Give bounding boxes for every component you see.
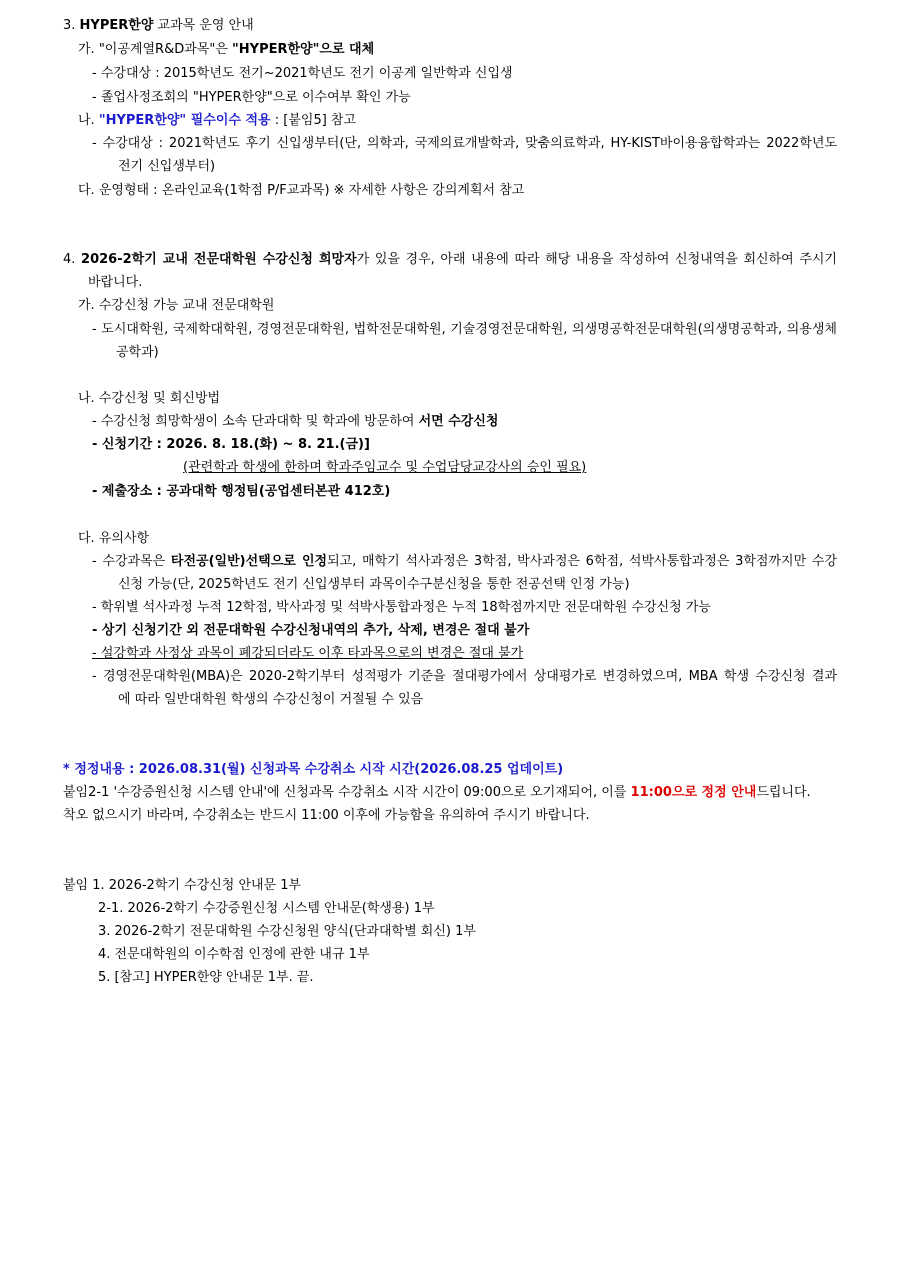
section4-da-item1-line1: - 수강과목은 타전공(일반)선택으로 인정되고, 매학기 석사과정은 3학점, 박사과정은 6학점, 석박사통합과정은 3학점까지만 수강: [92, 554, 837, 569]
section4-na-item2: - 신청기간 : 2026. 8. 18.(화) ~ 8. 21.(금)]: [92, 437, 370, 452]
attachment-line3: 3. 2026-2학기 전문대학원 수강신청원 양식(단과대학별 회신) 1부: [98, 924, 476, 939]
attachment-line5: 5. [참고] HYPER한양 안내문 1부. 끝.: [98, 970, 314, 985]
section4-da-title: 다. 유의사항: [78, 531, 150, 546]
attachment-line2: 2-1. 2026-2학기 수강증원신청 시스템 안내문(학생용) 1부: [98, 901, 435, 916]
section4-da-item3: - 상기 신청기간 외 전문대학원 수강신청내역의 추가, 삭제, 변경은 절대 불가: [92, 623, 530, 638]
section4-da-item5-line1: - 경영전문대학원(MBA)은 2020-2학기부터 성적평가 기준을 절대평가에서 상대평가로 변경하였으며, MBA 학생 수강신청 결과: [92, 669, 837, 684]
section4-na-item3: - 제출장소 : 공과대학 행정팀(공업센터본관 412호): [92, 484, 391, 499]
section4-intro-line2: 바랍니다.: [88, 275, 143, 290]
attachment-line1: 붙임 1. 2026-2학기 수강신청 안내문 1부: [63, 878, 302, 893]
section4-ga-item1-line1: - 도시대학원, 국제학대학원, 경영전문대학원, 법학전문대학원, 기술경영전문대학원, 의생명공학전문대학원(의생명공학과, 의용생체: [92, 322, 837, 337]
section3-na-item1-line2: 전기 신입생부터): [118, 159, 216, 174]
section4-intro-line1: 4. 2026-2학기 교내 전문대학원 수강신청 희망자가 있을 경우, 아래 내용에 따라 해당 내용을 작성하여 신청내역을 회신하여 주시기: [63, 252, 837, 267]
section4-ga-title: 가. 수강신청 가능 교내 전문대학원: [78, 298, 275, 313]
section4-na-item2-note: (관련학과 학생에 한하며 학과주임교수 및 수업담당교강사의 승인 필요): [183, 460, 587, 475]
section4-na-item1: - 수강신청 희망학생이 소속 단과대학 및 학과에 방문하여 서면 수강신청: [92, 414, 499, 429]
section3-na-item1-line1: - 수강대상 : 2021학년도 후기 신입생부터(단, 의학과, 국제의료개발학과, 맞춤의료학과, HY-KIST바이용융합학과는 2022학년도: [92, 136, 837, 151]
attachment-line4: 4. 전문대학원의 이수학점 인정에 관한 내규 1부: [98, 947, 370, 962]
section3-ga-item2: - 졸업사정조회의 "HYPER한양"으로 이수여부 확인 가능: [92, 90, 411, 105]
section3-da: 다. 운영형태 : 온라인교육(1학점 P/F교과목) ※ 자세한 사항은 강의계획서 참고: [78, 183, 525, 198]
section3-ga: 가. "이공계열R&D과목"은 "HYPER한양"으로 대체: [78, 42, 375, 57]
section3-ga-item1: - 수강대상 : 2015학년도 전기~2021학년도 전기 이공계 일반학과 신입생: [92, 66, 513, 81]
section4-da-item4: - 설강학과 사정상 과목이 폐강되더라도 이후 타과목으로의 변경은 절대 불가: [92, 646, 524, 661]
section3-na: 나. "HYPER한양" 필수이수 적용 : [붙임5] 참고: [78, 113, 357, 128]
section4-da-item5-line2: 에 따라 일반대학원 학생의 수강신청이 거절될 수 있음: [118, 692, 424, 707]
correction-line1: 붙임2-1 '수강증원신청 시스템 안내'에 신청과목 수강취소 시작 시간이 09:00으로 오기재되어, 이를 11:00으로 정정 안내드립니다.: [63, 785, 811, 800]
section4-na-title: 나. 수강신청 및 회신방법: [78, 391, 221, 406]
section4-da-item1-line2: 신청 가능(단, 2025학년도 전기 신입생부터 과목이수구분신청을 통한 전공선택 인정 가능): [118, 577, 630, 592]
section4-da-item2: - 학위별 석사과정 누적 12학점, 박사과정 및 석박사통합과정은 누적 18학점까지만 전문대학원 수강신청 가능: [92, 600, 711, 615]
correction-title: * 정정내용 : 2026.08.31(월) 신청과목 수강취소 시작 시간(2026.08.25 업데이트): [63, 762, 564, 777]
section3-heading: 3. HYPER한양 교과목 운영 안내: [63, 18, 254, 33]
section4-ga-item1-line2: 공학과): [116, 345, 159, 360]
correction-line2: 착오 없으시기 바라며, 수강취소는 반드시 11:00 이후에 가능함을 유의하여 주시기 바랍니다.: [63, 808, 590, 823]
